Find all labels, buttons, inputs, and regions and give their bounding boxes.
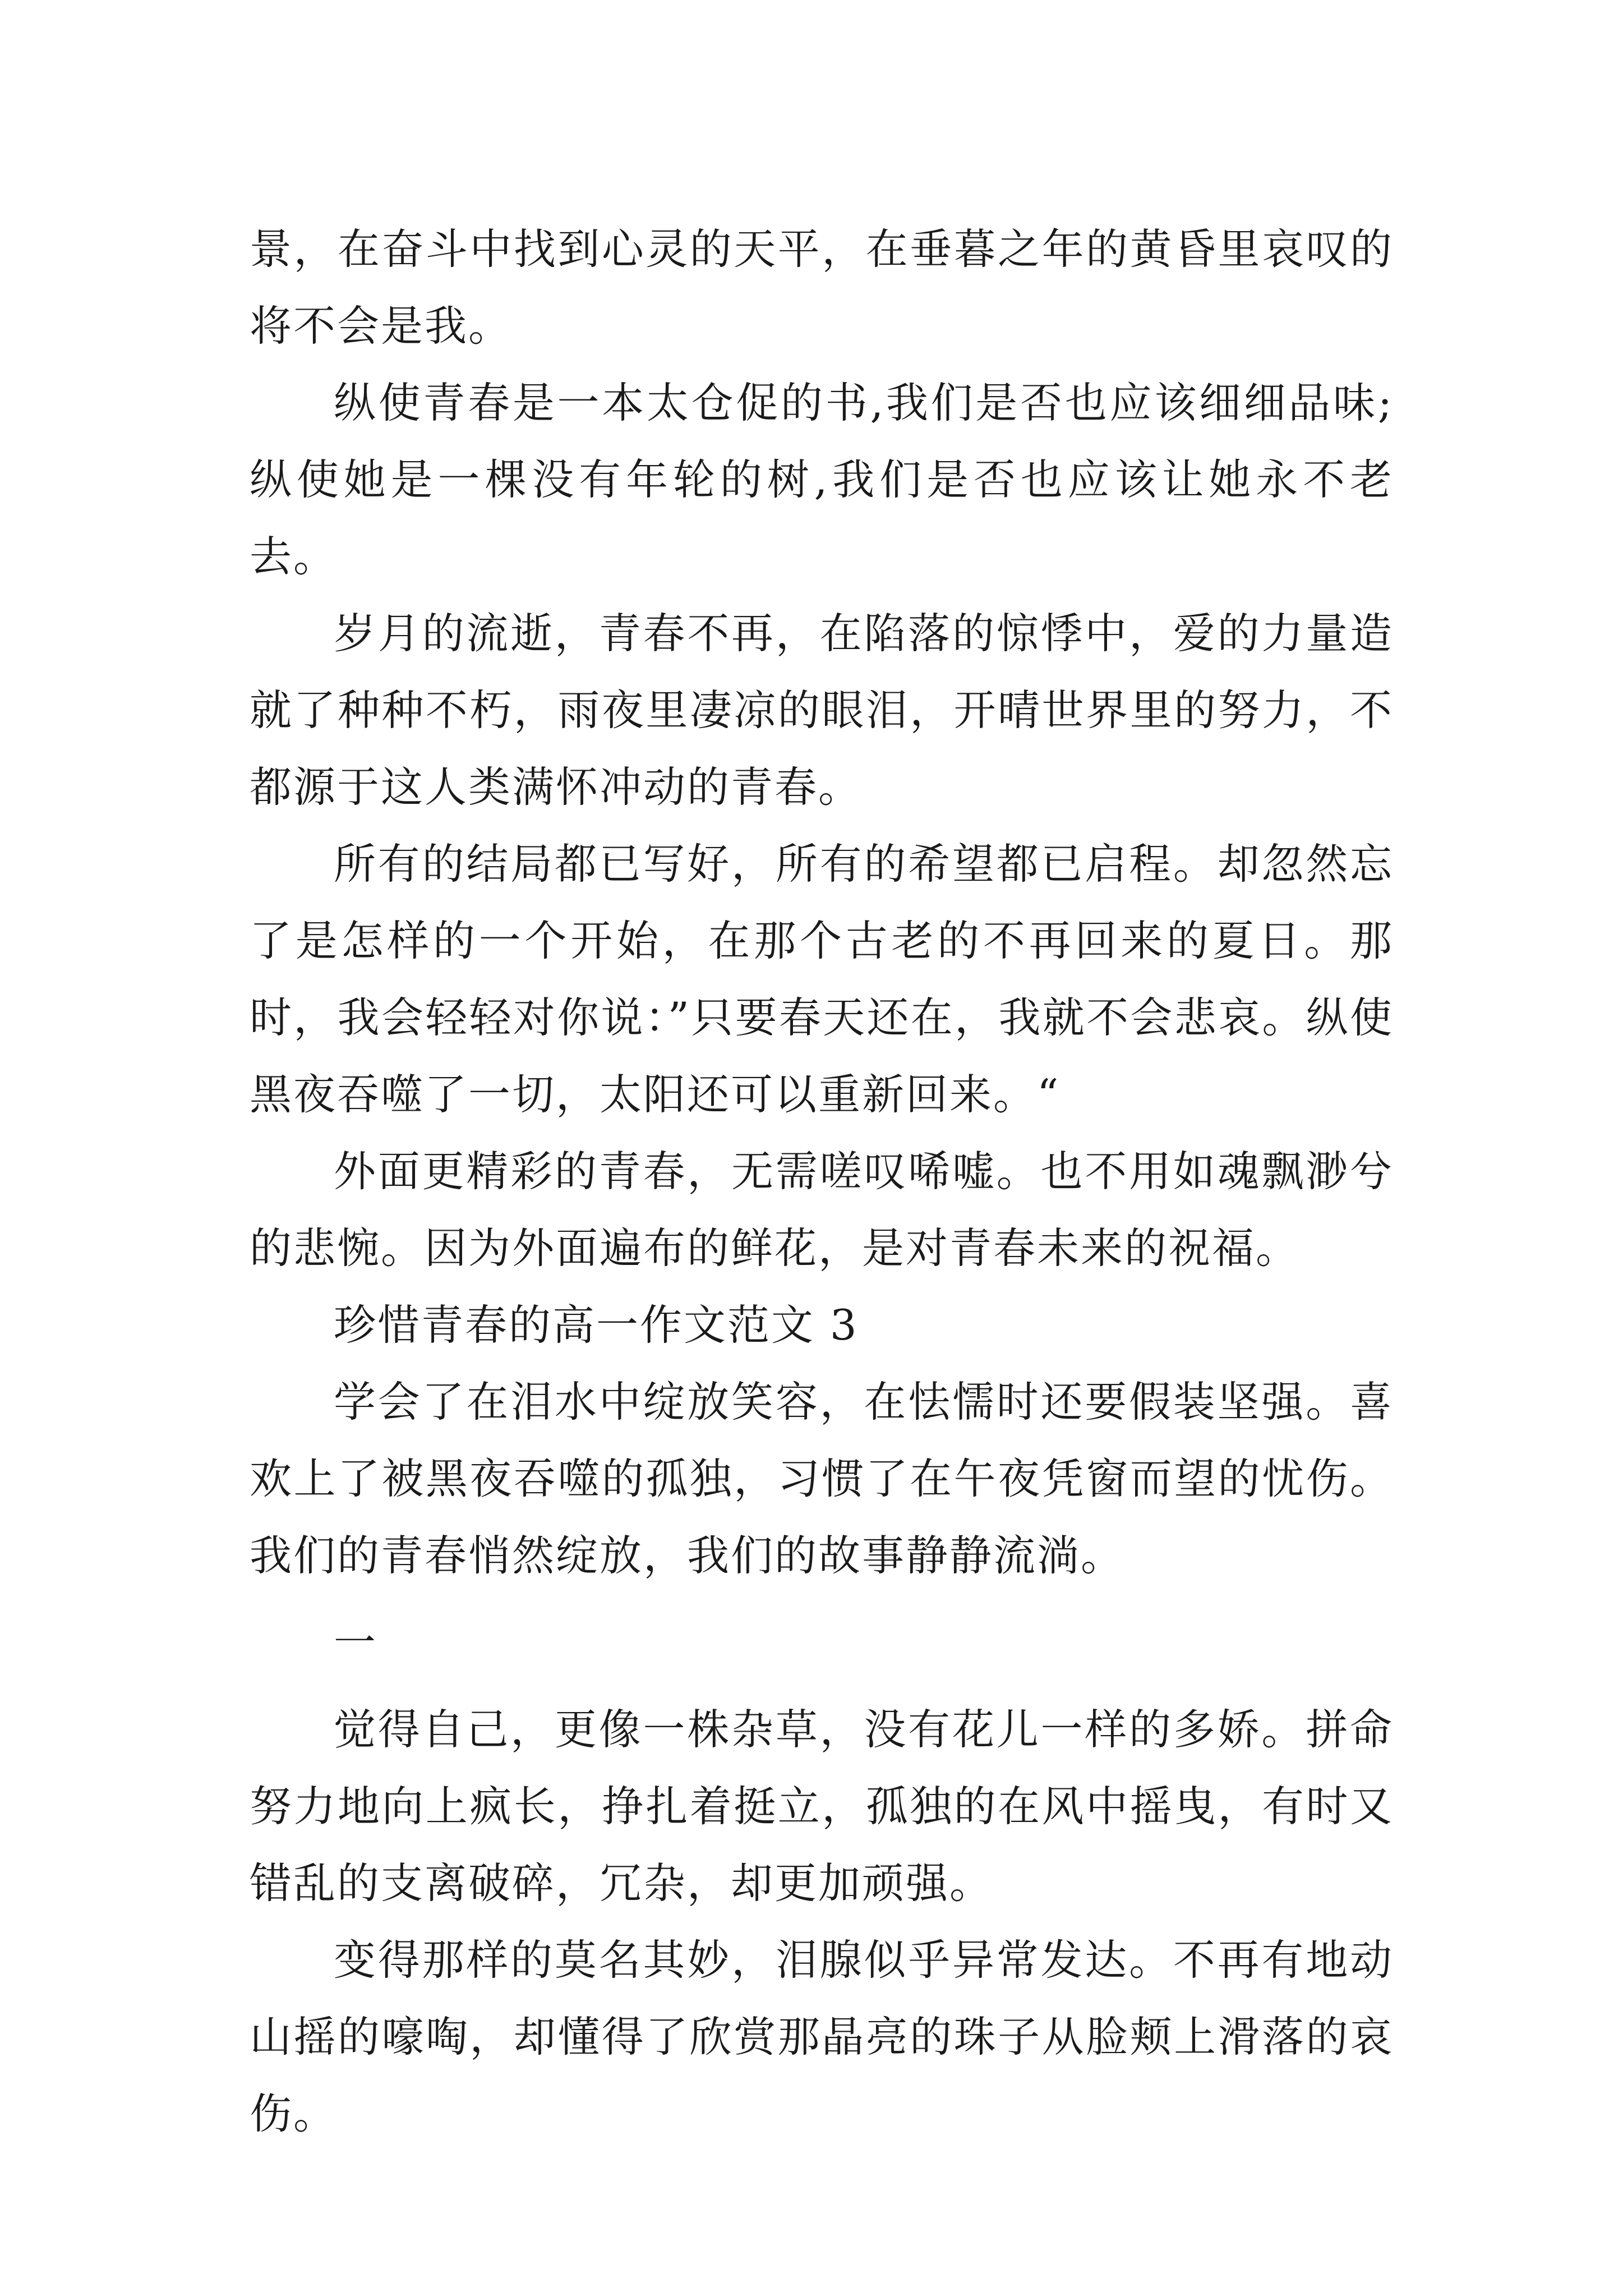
section-divider-mark: 一 (334, 1618, 378, 1667)
paragraph-8: 变得那样的莫名其妙，泪腺似乎异常发达。不再有地动山摇的嚎啕，却懂得了欣赏那晶亮的珠子从脸颊上滑落的哀伤。 (250, 1935, 1394, 2138)
paragraph-1: 景，在奋斗中找到心灵的天平，在垂暮之年的黄昏里哀叹的将不会是我。 (250, 224, 1394, 351)
paragraph-5: 外面更精彩的青春，无需嗟叹唏嘘。也不用如魂飘渺兮的悲惋。因为外面遍布的鲜花，是对青春未来的祝福。 (250, 1147, 1394, 1273)
paragraph-3: 岁月的流逝，青春不再，在陷落的惊悸中，爱的力量造就了种种不朽，雨夜里凄凉的眼泪，开晴世界里的努力，不都源于这人类满怀冲动的青春。 (250, 609, 1394, 812)
paragraph-2: 纵使青春是一本太仓促的书,我们是否也应该细细品味;纵使她是一棵没有年轮的树,我们是否也应该让她永不老去。 (250, 378, 1394, 581)
paragraph-4: 所有的结局都已写好，所有的希望都已启程。却忽然忘了是怎样的一个开始，在那个古老的不再回来的夏日。那时，我会轻轻对你说：”只要春天还在，我就不会悲哀。纵使黑夜吞噬了一切，太阳还可以重新回来。“ (250, 839, 1394, 1119)
paragraph-7: 觉得自己，更像一株杂草，没有花儿一样的多娇。拼命努力地向上疯长，挣扎着挺立，孤独的在风中摇曳，有时又错乱的支离破碎，冗杂，却更加顽强。 (250, 1705, 1394, 1908)
document-body (250, 211, 1394, 2152)
section-heading: 珍惜青春的高一作文范文 3 (334, 1300, 859, 1350)
paragraph-6: 学会了在泪水中绽放笑容，在怯懦时还要假装坚强。喜欢上了被黑夜吞噬的孤独，习惯了在午夜凭窗而望的忧伤。我们的青春悄然绽放，我们的故事静静流淌。 (250, 1377, 1394, 1580)
